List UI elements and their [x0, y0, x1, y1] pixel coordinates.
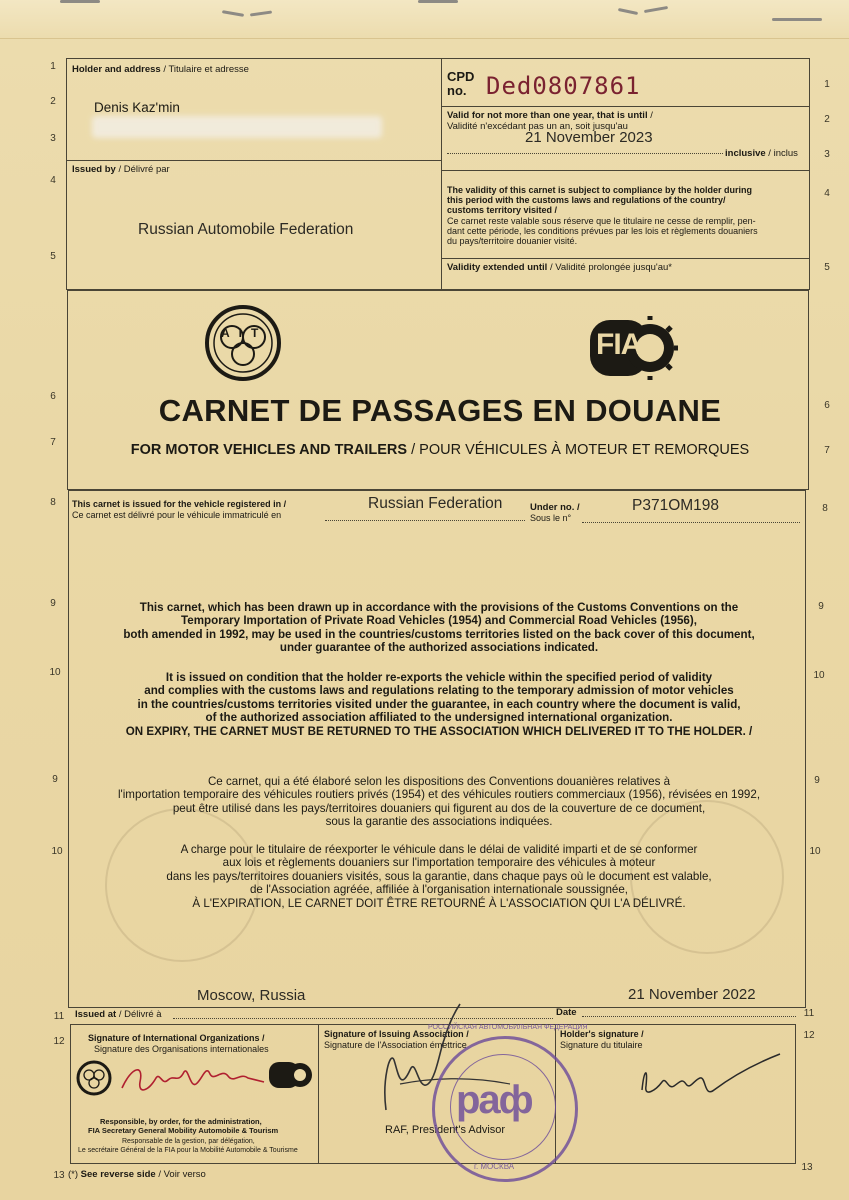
fia-small-logo-icon — [268, 1060, 314, 1090]
english-paragraph-1: This carnet, which has been drawn up in accordance with the provisions of the Customs Conventions on the Temporary Importation of Private Road Vehicles (1954) and Commercial Road Vehicles (1956), both amended in 1992, may be used in the countries/customs territories listed on the back cover of this document, under guarantee of the authorized associations indicated. — [123, 601, 755, 655]
dotted-line — [582, 522, 800, 523]
dotted-line — [582, 1016, 796, 1017]
redacted-address — [92, 116, 382, 138]
row-number: 10 — [809, 846, 821, 857]
staple — [60, 0, 100, 3]
divider — [441, 170, 810, 171]
compliance-text: The validity of this carnet is subject to compliance by the holder during this period with the customs laws and regulations of the country/ customs territory visited / — [447, 185, 753, 216]
vehicle-label: This carnet is issued for the vehicle registered in / — [72, 499, 287, 509]
intl-signature-label-fr: Signature des Organisations internationales — [94, 1044, 269, 1054]
row-number: 12 — [803, 1030, 815, 1041]
date-label: Date — [556, 1007, 577, 1018]
row-number: 11 — [803, 1008, 815, 1019]
cpd-label: CPD no. — [447, 69, 475, 98]
holder-label: Holder and address / Titulaire et adresse — [72, 64, 249, 75]
divider — [441, 58, 442, 290]
footnote: (*) See reverse side / Voir verso — [68, 1169, 206, 1180]
cpd-number: Ded0807861 — [486, 72, 641, 100]
issued-at-label: Issued at / Délivré à — [75, 1009, 162, 1020]
inclusive-label: inclusive / inclus — [725, 148, 798, 159]
validity-label-fr: Validité n'excédant pas un an, soit jusqu'au — [447, 121, 628, 132]
responsible-text-fr-1: Responsable de la gestion, par délégation, — [122, 1138, 255, 1145]
issued-at-place: Moscow, Russia — [197, 987, 306, 1004]
staple — [418, 0, 458, 3]
issuing-signature-label: Signature of Issuing Association / — [324, 1029, 469, 1039]
divider — [318, 1024, 319, 1164]
divider — [441, 106, 810, 107]
row-number: 6 — [824, 400, 830, 411]
dotted-line — [447, 153, 723, 154]
row-number: 9 — [52, 774, 58, 785]
intl-signature-label: Signature of International Organizations / — [88, 1033, 265, 1043]
holder-signature-label: Holder's signature / — [560, 1029, 644, 1039]
ait-small-logo-icon — [76, 1060, 112, 1096]
ait-logo-icon — [204, 304, 282, 382]
row-number: 2 — [824, 114, 830, 125]
under-no-label-fr: Sous le n° — [530, 513, 572, 523]
row-number: 13 — [53, 1170, 65, 1181]
french-paragraph-1: Ce carnet, qui a été élaboré selon les dispositions des Conventions douanières relatives à l'importation temporaire des véhicules routiers privés (1954) et des véhicules routiers commerciaux (1956), révisées en 1992, peut être utilisé dans les pays/territoires douaniers qui figurent au dos de la couverture de ce document, sous la garantie des associations indiquées. — [117, 775, 761, 829]
document-title: CARNET DE PASSAGES EN DOUANE — [158, 393, 722, 428]
fia-logo-text: FIA — [596, 328, 642, 361]
row-number: 13 — [801, 1162, 813, 1173]
issued-by-label: Issued by / Délivré par — [72, 164, 170, 175]
validity-until-date: 21 November 2023 — [525, 129, 653, 146]
dotted-line — [325, 520, 525, 521]
divider — [441, 258, 810, 259]
row-number: 4 — [50, 175, 56, 186]
validity-label: Valid for not more than one year, that is until / — [447, 110, 653, 121]
english-paragraph-2: It is issued on condition that the holder re-exports the vehicle within the specified period of validity and complies with the customs laws and regulations relating to the temporary admission of motor vehicles in the countries/customs territories visited under the guarantee, in each country where the document is valid, of the authorized association affiliated to the undersigned international organization. ON EXPIRY, THE CARNET MUST BE RETURNED TO THE ASSOCIATION WHICH DELIVERED IT TO THE HOLDER. / — [125, 671, 753, 738]
row-number: 10 — [51, 846, 63, 857]
raf-stamp-ring-text: РОССИЙСКАЯ АВТОМОБИЛЬНАЯ ФЕДЕРАЦИЯ — [428, 1024, 588, 1031]
french-paragraph-2: A charge pour le titulaire de réexporter le véhicule dans le délai de validité imparti et de se conformer aux lois et règlements douaniers sur l'importation temporaire des véhicules à moteur dans les pays/territoires douaniers visités, sous la garantie, dans chaque pays où le document est valable, de l'Association agréée, affiliée à l'organisation internationale soussignée, À L'EXPIRATION, LE CARNET DOIT ÊTRE RETOURNÉ À L'ASSOCIATION QUI L'A DÉLIVRÉ. — [166, 843, 712, 910]
row-number: 8 — [50, 497, 56, 508]
vehicle-label-fr: Ce carnet est délivré pour le véhicule immatriculé en — [72, 510, 282, 520]
row-number: 10 — [813, 670, 825, 681]
responsible-text-fr-2: Le secrétaire Général de la FIA pour la Mobilité Automobile & Tourisme — [78, 1147, 298, 1154]
vehicle-plate: P371OM198 — [632, 497, 720, 514]
issuing-signature-label-fr: Signature de l'Association émettrice — [324, 1040, 467, 1050]
top-paper-strip — [0, 0, 849, 39]
raf-stamp-center-text: раф — [456, 1078, 532, 1122]
row-number: 5 — [824, 262, 830, 273]
row-number: 10 — [49, 667, 61, 678]
top-block-frame — [66, 58, 810, 290]
raf-stamp-bottom-text: г. МОСКВА — [474, 1162, 515, 1171]
holder-handwritten-signature — [634, 1050, 784, 1120]
vehicle-country: Russian Federation — [368, 495, 503, 512]
row-number: 3 — [50, 133, 56, 144]
title-block-frame — [67, 290, 809, 490]
compliance-text-fr: Ce carnet reste valable sous réserve que le titulaire ne cesse de remplir, pen- dant cette période, les conditions prévues par les lois et règlements douaniers du pays/territoire douanier visité. — [447, 216, 758, 247]
responsible-text-1: Responsible, by order, for the administration, — [100, 1117, 262, 1126]
holder-name: Denis Kaz'min — [94, 100, 180, 115]
under-no-label: Under no. / — [530, 502, 580, 513]
row-number: 9 — [814, 775, 820, 786]
staple — [772, 18, 822, 21]
issued-at-date: 21 November 2022 — [628, 986, 756, 1003]
ait-logo-text: AIT — [221, 326, 268, 340]
intl-handwritten-signature — [118, 1058, 268, 1102]
divider — [66, 160, 442, 161]
issued-by-value: Russian Automobile Federation — [138, 221, 354, 238]
row-number: 1 — [824, 79, 830, 90]
row-number: 1 — [50, 61, 56, 72]
row-number: 6 — [50, 391, 56, 402]
row-number: 11 — [53, 1011, 65, 1022]
row-number: 4 — [824, 188, 830, 199]
row-number: 8 — [822, 503, 828, 514]
row-number: 5 — [50, 251, 56, 262]
document-subtitle: FOR MOTOR VEHICLES AND TRAILERS / POUR VÉHICULES À MOTEUR ET REMORQUES — [130, 442, 750, 458]
row-number: 2 — [50, 96, 56, 107]
row-number: 9 — [818, 601, 824, 612]
row-number: 7 — [824, 445, 830, 456]
raf-advisor-text: RAF, President's Advisor — [385, 1124, 506, 1136]
validity-extended-label: Validity extended until / Validité prolongée jusqu'au* — [447, 262, 673, 273]
row-number: 3 — [824, 149, 830, 160]
row-number: 12 — [53, 1036, 65, 1047]
responsible-text-2: FIA Secretary General Mobility Automobile & Tourism — [88, 1126, 279, 1135]
holder-signature-label-fr: Signature du titulaire — [560, 1040, 643, 1050]
row-number: 7 — [50, 437, 56, 448]
row-number: 9 — [50, 598, 56, 609]
